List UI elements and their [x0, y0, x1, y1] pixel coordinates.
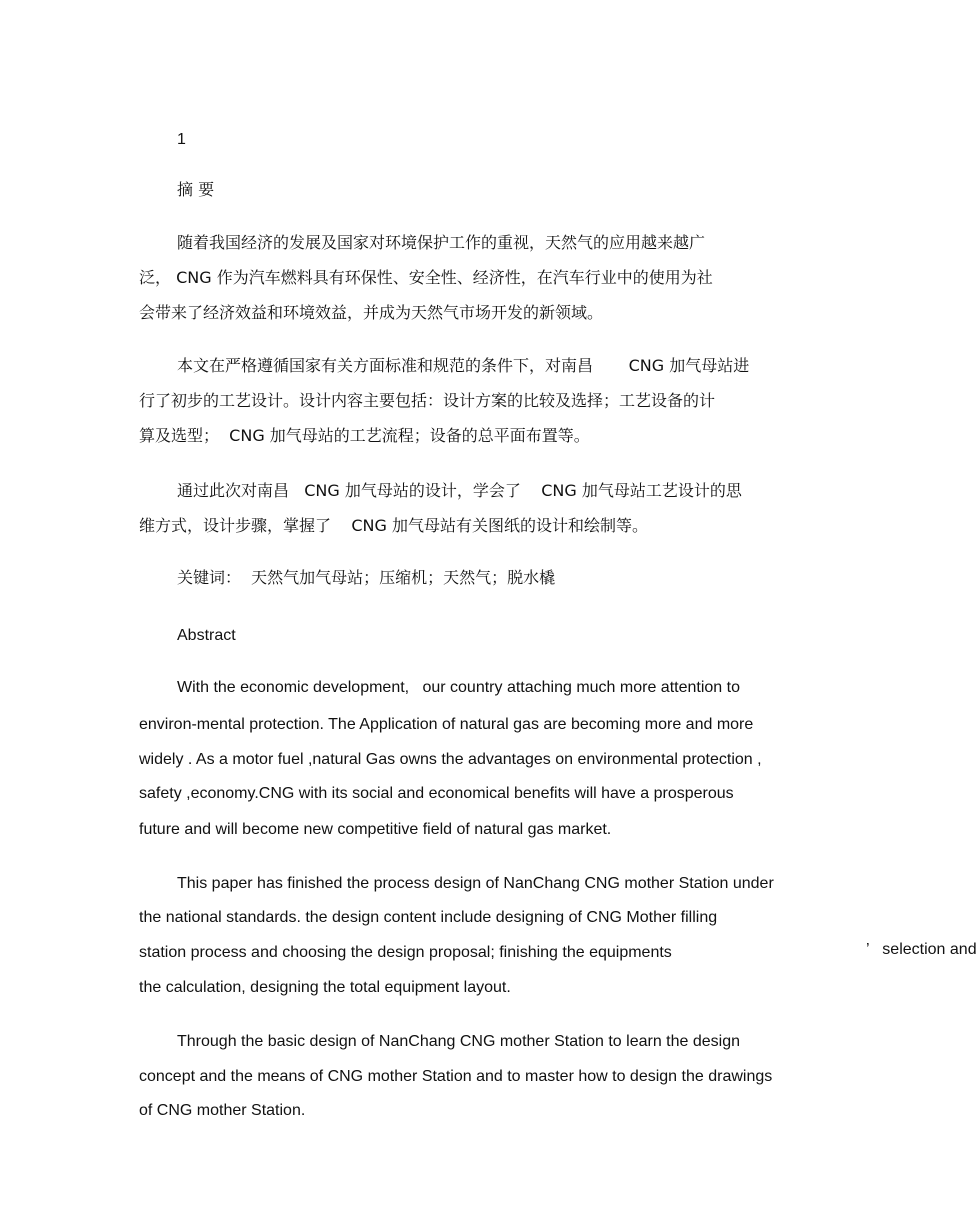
text-line: 本文在严格遵循国家有关方面标准和规范的条件下，对南昌 CNG 加气母站进: [177, 356, 750, 375]
text-line: 随着我国经济的发展及国家对环境保护工作的重视，天然气的应用越来越广: [177, 233, 706, 252]
text-line: safety ,economy.CNG with its social and economical benefits will have a prosperous: [139, 785, 734, 802]
text-line: the calculation, designing the total equipment layout.: [139, 979, 511, 996]
text-line: Through the basic design of NanChang CNG mother Station to learn the design: [177, 1033, 740, 1050]
text-line: the national standards. the design content include designing of CNG Mother filling: [139, 909, 718, 926]
text-line: future and will become new competitive field of natural gas market.: [139, 821, 612, 838]
text-line: 算及选型； CNG 加气母站的工艺流程；设备的总平面布置等。: [139, 426, 590, 445]
text-line: concept and the means of CNG mother Station and to master how to design the drawings: [139, 1068, 773, 1085]
text-line: 会带来了经济效益和环境效益，并成为天然气市场开发的新领域。: [139, 303, 604, 322]
text-line: 泛， CNG 作为汽车燃料具有环保性、安全性、经济性，在汽车行业中的使用为社: [139, 268, 713, 287]
text-line: 维方式，设计步骤，掌握了 CNG 加气母站有关图纸的设计和绘制等。: [139, 516, 648, 535]
text-line: 通过此次对南昌 CNG 加气母站的设计，学会了 CNG 加气母站工艺设计的思: [177, 481, 742, 500]
text-line: environ-mental protection. The Application of natural gas are becoming more and more: [139, 716, 754, 733]
text-line: widely . As a motor fuel ,natural Gas owns the advantages on environmental protection ,: [139, 751, 762, 768]
abstract-en-heading: Abstract: [177, 627, 236, 644]
abstract-cn-heading: 摘 要: [177, 180, 215, 199]
page-number: 1: [177, 131, 186, 148]
text-line: ’ selection and: [866, 941, 977, 958]
text-line: This paper has finished the process design of NanChang CNG mother Station under: [177, 875, 774, 892]
text-line: 行了初步的工艺设计。设计内容主要包括：设计方案的比较及选择；工艺设备的计: [139, 391, 716, 410]
text-line: of CNG mother Station.: [139, 1102, 306, 1119]
text-line: station process and choosing the design proposal; finishing the equipments: [139, 944, 672, 961]
text-line: With the economic development, our country attaching much more attention to: [177, 679, 740, 696]
keywords-line: 关键词： 天然气加气母站；压缩机；天然气；脱水橇: [177, 568, 556, 587]
